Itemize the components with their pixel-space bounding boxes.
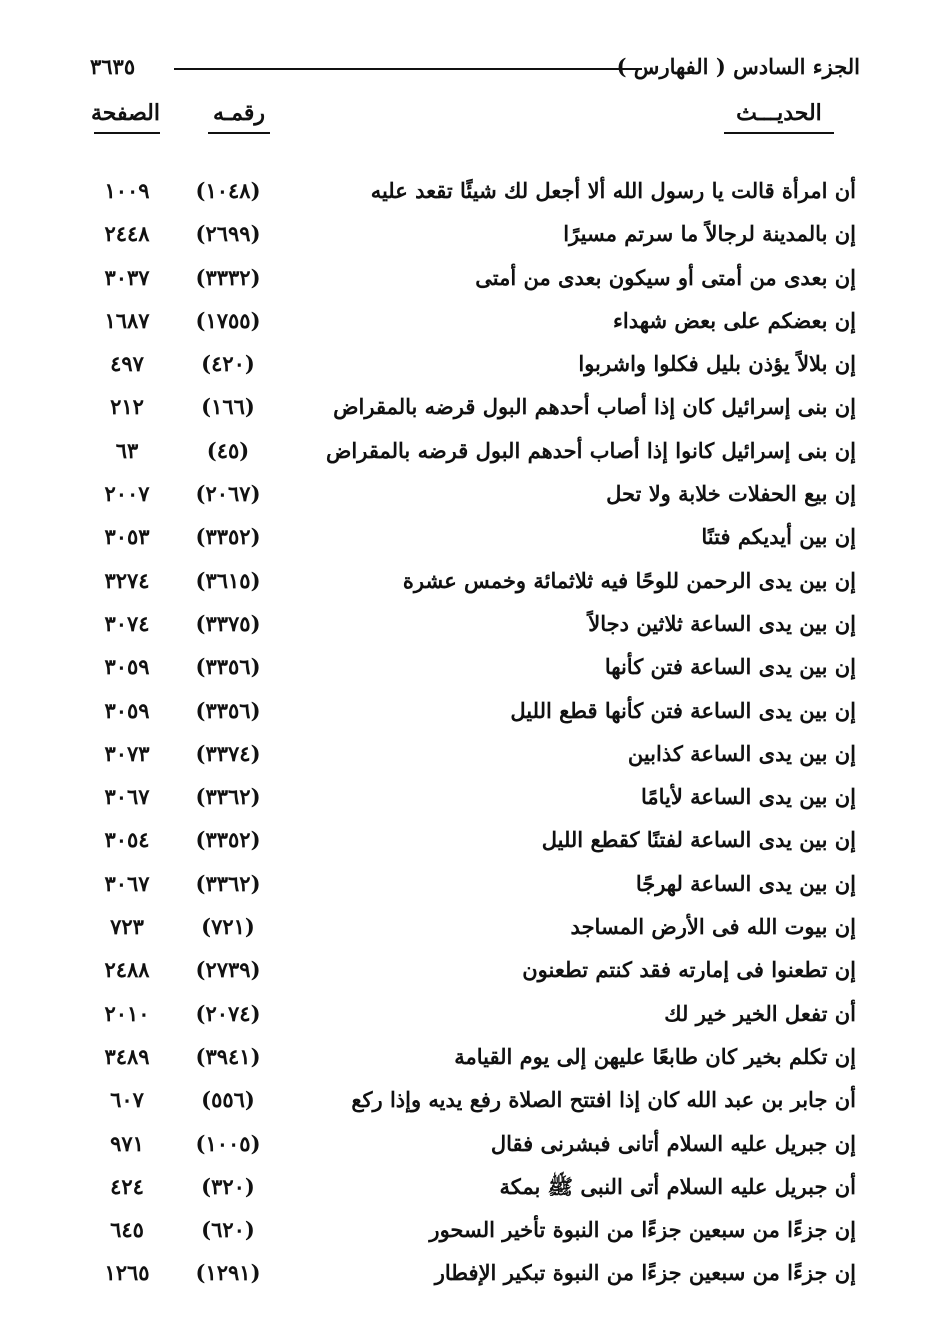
hadith-text: إن بعدى من أمتى أو سيكون بعدى من أمتى: [475, 264, 856, 290]
page-ref: ٣٠٥٩: [104, 697, 150, 723]
hadith-text: إن بين أيديكم فتنًا: [701, 524, 856, 550]
hadith-text: إن بعضكم على بعض شهداء: [613, 307, 856, 333]
hadith-text: إن بين يدى الرحمن للوحًا فيه ثلاثمائة وخمس عشرة: [402, 567, 856, 593]
hadith-text: أن امرأة قالت يا رسول الله ألا أجعل لك شيئًا تقعد عليه: [370, 178, 856, 203]
hadith-text: إن بين يدى الساعة فتن كأنها قطع الليل: [510, 697, 856, 723]
page-ref: ٣٤٨٩: [104, 1043, 150, 1069]
hadith-number: (١٧٥٥): [195, 307, 261, 333]
hadith-text: إن بين يدى الساعة فتن كأنها: [604, 654, 856, 680]
index-row: [0, 735, 944, 778]
index-row: [0, 1125, 944, 1168]
index-row: [0, 995, 944, 1038]
index-row: [0, 821, 944, 864]
running-head: [90, 52, 860, 88]
hadith-text: إن بين يدى الساعة لأيامًا: [641, 784, 856, 810]
hadith-number: (٣٣٥٦): [195, 697, 261, 723]
running-head-rule: [174, 68, 642, 70]
page-ref: ٦٣: [115, 437, 139, 463]
page-ref: ٧٢٣: [110, 914, 144, 940]
column-header-hadith: الحديـــث: [724, 100, 834, 134]
index-row: [0, 951, 944, 994]
page-ref: ٢١٢: [110, 394, 144, 420]
page-ref: ٤٩٧: [110, 351, 144, 377]
index-row: [0, 605, 944, 648]
hadith-number: (١٦٦): [201, 394, 255, 420]
index-row: [0, 865, 944, 908]
index-row: [0, 692, 944, 735]
hadith-text: أن جابر بن عبد الله كان إذا افتتح الصلاة رفع يديه وإذا ركع: [351, 1087, 856, 1113]
index-row: [0, 302, 944, 345]
page-ref: ٢٠١٠: [104, 1000, 150, 1026]
hadith-number: (٧٢١): [201, 914, 255, 940]
index-row: [0, 475, 944, 518]
index-row: [0, 778, 944, 821]
hadith-text: إن بلالاً يؤذن بليل فكلوا واشربوا: [578, 351, 856, 377]
hadith-text: إن جزءًا من سبعين جزءًا من النبوة تأخير السحور: [429, 1217, 856, 1243]
hadith-number: (٣٣٥٢): [195, 827, 261, 853]
index-row: [0, 1168, 944, 1211]
hadith-number: (٣٦١٥): [195, 567, 261, 593]
hadith-text: إن بين يدى الساعة كذابين: [627, 740, 856, 766]
page-ref: ١٢٦٥: [104, 1260, 150, 1286]
hadith-number: (٢٦٩٩): [195, 221, 261, 247]
index-entries: [0, 172, 944, 1298]
hadith-text: إن بنى إسرائيل كانوا إذا أصاب أحدهم البول قرضه بالمقراض: [326, 437, 856, 463]
hadith-number: (٣٣٣٢): [195, 264, 261, 290]
hadith-text: إن بيع الحفلات خلابة ولا تحل: [606, 481, 856, 507]
index-row: [0, 215, 944, 258]
index-row: [0, 1211, 944, 1254]
page-ref: ٣٠٥٤: [104, 827, 150, 853]
hadith-text: إن جزءًا من سبعين جزءًا من النبوة تبكير الإفطار: [434, 1260, 856, 1286]
page-ref: ٣٠٣٧: [104, 264, 150, 290]
hadith-number: (٣٩٤١): [195, 1043, 261, 1069]
hadith-text: إن تكلم بخير كان طابعًا عليهن إلى يوم القيامة: [454, 1043, 856, 1069]
page-ref: ٣٠٦٧: [104, 870, 150, 896]
hadith-text: أن جبريل عليه السلام أتى النبى ﷺ بمكة: [499, 1173, 856, 1199]
page-ref: ٩٧١: [110, 1130, 144, 1156]
hadith-text: إن بنى إسرائيل كان إذا أصاب أحدهم البول قرضه بالمقراض: [333, 394, 856, 420]
page-ref: ٣٠٥٣: [104, 524, 150, 550]
index-row: [0, 1081, 944, 1124]
page-ref: ٢٠٠٧: [104, 481, 150, 507]
hadith-number: (٢٠٧٤): [195, 1000, 261, 1026]
hadith-number: (٣٣٧٥): [195, 610, 261, 636]
page-ref: ٣٢٧٤: [104, 567, 150, 593]
hadith-number: (١٠٤٨): [195, 178, 261, 203]
hadith-number: (٣٣٥٢): [195, 524, 261, 550]
page-ref: ٣٠٥٩: [104, 654, 150, 680]
page-ref: ٣٠٧٣: [104, 740, 150, 766]
hadith-text: إن بين يدى الساعة لفتنًا كقطع الليل: [541, 827, 856, 853]
hadith-number: (٤٢٠): [201, 351, 255, 377]
hadith-text: إن جبريل عليه السلام أتانى فبشرنى فقال: [490, 1130, 856, 1156]
index-row: [0, 172, 944, 215]
hadith-number: (٢٠٦٧): [195, 481, 261, 507]
page-ref: ٢٤٤٨: [104, 221, 150, 247]
hadith-number: (١٠٠٥): [195, 1130, 261, 1156]
index-row: [0, 562, 944, 605]
page-ref: ١٠٠٩: [104, 178, 150, 203]
page-ref: ٣٠٧٤: [104, 610, 150, 636]
page-ref: ٦٠٧: [110, 1087, 144, 1113]
hadith-number: (٣٣٦٢): [195, 870, 261, 896]
index-row: [0, 648, 944, 691]
hadith-number: (٣٣٥٦): [195, 654, 261, 680]
hadith-number: (٣٣٦٢): [195, 784, 261, 810]
hadith-number: (١٢٩١): [195, 1260, 261, 1286]
hadith-text: إن بين يدى الساعة ثلاثين دجالاً: [588, 610, 856, 636]
hadith-text: أن تفعل الخير خير لك: [664, 1000, 856, 1026]
column-header-page: الصفحة: [94, 100, 160, 134]
hadith-number: (٢٧٣٩): [195, 957, 261, 983]
column-headers: [0, 100, 944, 150]
index-row: [0, 259, 944, 302]
hadith-text: إن تطعنوا فى إمارته فقد كنتم تطعنون: [522, 957, 856, 983]
index-row: [0, 432, 944, 475]
index-row: [0, 1254, 944, 1297]
index-row: [0, 1038, 944, 1081]
hadith-number: (٦٢٠): [201, 1217, 255, 1243]
hadith-number: (٣٢٠): [201, 1173, 255, 1199]
page-ref: ٤٢٤: [110, 1173, 144, 1199]
page-ref: ٦٤٥: [110, 1217, 144, 1243]
hadith-number: (٥٥٦): [201, 1087, 255, 1113]
hadith-text: إن بالمدينة لرجالاً ما سرتم مسيرًا: [563, 221, 856, 247]
column-header-number: رقمـه: [208, 100, 270, 134]
page-number: ٣٦٣٥: [90, 54, 136, 79]
index-row: [0, 518, 944, 561]
running-head-title: الجزء السادس ( الفهارس ): [616, 54, 860, 79]
hadith-text: إن بيوت الله فى الأرض المساجد: [570, 914, 856, 940]
hadith-number: (٤٥): [206, 437, 250, 463]
hadith-number: (٣٣٧٤): [195, 740, 261, 766]
hadith-text: إن بين يدى الساعة لهرجًا: [635, 870, 856, 896]
page-ref: ١٦٨٧: [104, 307, 150, 333]
page-ref: ٢٤٨٨: [104, 957, 150, 983]
index-row: [0, 388, 944, 431]
index-row: [0, 908, 944, 951]
index-row: [0, 345, 944, 388]
page-ref: ٣٠٦٧: [104, 784, 150, 810]
